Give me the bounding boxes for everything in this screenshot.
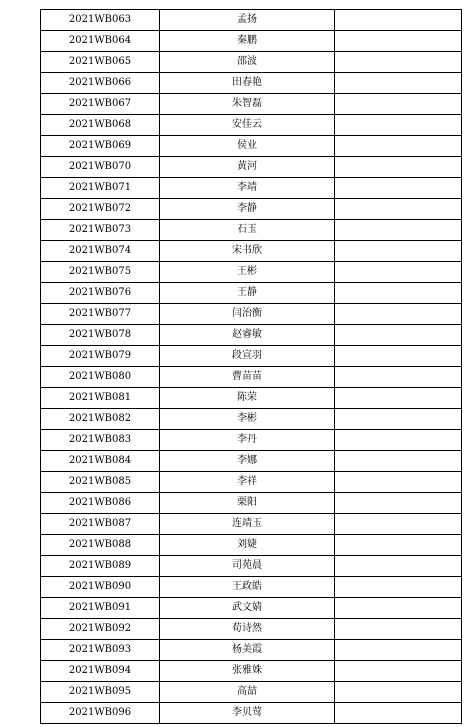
name-cell: 石玉: [160, 220, 335, 241]
blank-cell: [335, 682, 462, 703]
blank-cell: [335, 220, 462, 241]
blank-cell: [335, 556, 462, 577]
blank-cell: [335, 535, 462, 556]
table-row: [41, 451, 462, 472]
id-cell: 2021WB067: [41, 94, 160, 115]
blank-cell: [335, 619, 462, 640]
table-row: [41, 283, 462, 304]
table-row: [41, 640, 462, 661]
table-row: [41, 262, 462, 283]
name-cell: 李贝莺: [160, 703, 335, 724]
name-cell: 李靖: [160, 178, 335, 199]
id-cell: 2021WB090: [41, 577, 160, 598]
name-cell: 曹苗苗: [160, 367, 335, 388]
id-cell: 2021WB066: [41, 73, 160, 94]
blank-cell: [335, 10, 462, 31]
table-row: [41, 388, 462, 409]
name-cell: 秦鹏: [160, 31, 335, 52]
id-cell: 2021WB096: [41, 703, 160, 724]
blank-cell: [335, 430, 462, 451]
id-cell: 2021WB089: [41, 556, 160, 577]
table-row: [41, 136, 462, 157]
table-row: [41, 619, 462, 640]
id-cell: 2021WB073: [41, 220, 160, 241]
name-cell: 安佳云: [160, 115, 335, 136]
id-cell: 2021WB082: [41, 409, 160, 430]
name-cell: 王政皓: [160, 577, 335, 598]
id-cell: 2021WB094: [41, 661, 160, 682]
name-cell: 宋书欣: [160, 241, 335, 262]
id-cell: 2021WB095: [41, 682, 160, 703]
id-cell: 2021WB092: [41, 619, 160, 640]
table-row: [41, 493, 462, 514]
id-cell: 2021WB069: [41, 136, 160, 157]
table-row: [41, 31, 462, 52]
id-cell: 2021WB084: [41, 451, 160, 472]
name-cell: 张雅姝: [160, 661, 335, 682]
blank-cell: [335, 304, 462, 325]
name-cell: 黄河: [160, 157, 335, 178]
id-cell: 2021WB074: [41, 241, 160, 262]
blank-cell: [335, 73, 462, 94]
id-cell: 2021WB087: [41, 514, 160, 535]
table-row: [41, 703, 462, 724]
id-cell: 2021WB077: [41, 304, 160, 325]
id-cell: 2021WB080: [41, 367, 160, 388]
blank-cell: [335, 346, 462, 367]
blank-cell: [335, 493, 462, 514]
name-cell: 王静: [160, 283, 335, 304]
table-row: [41, 199, 462, 220]
id-cell: 2021WB076: [41, 283, 160, 304]
table-row: [41, 325, 462, 346]
table-row: [41, 178, 462, 199]
id-cell: 2021WB070: [41, 157, 160, 178]
id-cell: 2021WB091: [41, 598, 160, 619]
id-cell: 2021WB068: [41, 115, 160, 136]
table-row: [41, 661, 462, 682]
table-row: [41, 556, 462, 577]
name-cell: 李丹: [160, 430, 335, 451]
name-cell: 司苑晨: [160, 556, 335, 577]
table-row: [41, 577, 462, 598]
name-cell: 陈荣: [160, 388, 335, 409]
blank-cell: [335, 472, 462, 493]
table-row: [41, 514, 462, 535]
table-row: [41, 346, 462, 367]
blank-cell: [335, 262, 462, 283]
id-cell: 2021WB071: [41, 178, 160, 199]
table-row: [41, 598, 462, 619]
id-cell: 2021WB088: [41, 535, 160, 556]
blank-cell: [335, 241, 462, 262]
name-cell: 连靖玉: [160, 514, 335, 535]
table-row: [41, 73, 462, 94]
table-row: [41, 472, 462, 493]
name-cell: 邵波: [160, 52, 335, 73]
table-row: [41, 52, 462, 73]
id-cell: 2021WB083: [41, 430, 160, 451]
id-cell: 2021WB079: [41, 346, 160, 367]
table-row: [41, 157, 462, 178]
name-cell: 李娜: [160, 451, 335, 472]
id-cell: 2021WB078: [41, 325, 160, 346]
blank-cell: [335, 640, 462, 661]
name-cell: 武文婧: [160, 598, 335, 619]
name-cell: 李祥: [160, 472, 335, 493]
id-cell: 2021WB064: [41, 31, 160, 52]
name-cell: 段宣羽: [160, 346, 335, 367]
blank-cell: [335, 367, 462, 388]
name-cell: 荀诗然: [160, 619, 335, 640]
name-cell: 刘婕: [160, 535, 335, 556]
name-cell: 闫治衡: [160, 304, 335, 325]
table-row: [41, 430, 462, 451]
blank-cell: [335, 703, 462, 724]
id-cell: 2021WB085: [41, 472, 160, 493]
table-row: [41, 241, 462, 262]
table-row: [41, 535, 462, 556]
table-row: [41, 115, 462, 136]
name-cell: 孟扬: [160, 10, 335, 31]
blank-cell: [335, 31, 462, 52]
table-row: [41, 682, 462, 703]
id-cell: 2021WB063: [41, 10, 160, 31]
table-row: [41, 367, 462, 388]
roster-table-body: [41, 10, 462, 724]
blank-cell: [335, 115, 462, 136]
blank-cell: [335, 514, 462, 535]
table-row: [41, 304, 462, 325]
blank-cell: [335, 157, 462, 178]
blank-cell: [335, 577, 462, 598]
blank-cell: [335, 409, 462, 430]
table-row: [41, 220, 462, 241]
blank-cell: [335, 136, 462, 157]
table-row: [41, 409, 462, 430]
id-cell: 2021WB075: [41, 262, 160, 283]
name-cell: 赵睿敏: [160, 325, 335, 346]
blank-cell: [335, 661, 462, 682]
name-cell: 李静: [160, 199, 335, 220]
id-cell: 2021WB081: [41, 388, 160, 409]
name-cell: 李彬: [160, 409, 335, 430]
name-cell: 田春艳: [160, 73, 335, 94]
blank-cell: [335, 325, 462, 346]
name-cell: 朱智磊: [160, 94, 335, 115]
blank-cell: [335, 52, 462, 73]
id-cell: 2021WB065: [41, 52, 160, 73]
blank-cell: [335, 598, 462, 619]
blank-cell: [335, 283, 462, 304]
blank-cell: [335, 451, 462, 472]
id-cell: 2021WB072: [41, 199, 160, 220]
roster-table: [40, 9, 462, 724]
blank-cell: [335, 199, 462, 220]
id-cell: 2021WB093: [41, 640, 160, 661]
name-cell: 王彬: [160, 262, 335, 283]
name-cell: 杨美霞: [160, 640, 335, 661]
blank-cell: [335, 388, 462, 409]
name-cell: 高喆: [160, 682, 335, 703]
table-row: [41, 10, 462, 31]
blank-cell: [335, 178, 462, 199]
name-cell: 侯业: [160, 136, 335, 157]
id-cell: 2021WB086: [41, 493, 160, 514]
table-row: [41, 94, 462, 115]
name-cell: 栗阳: [160, 493, 335, 514]
blank-cell: [335, 94, 462, 115]
